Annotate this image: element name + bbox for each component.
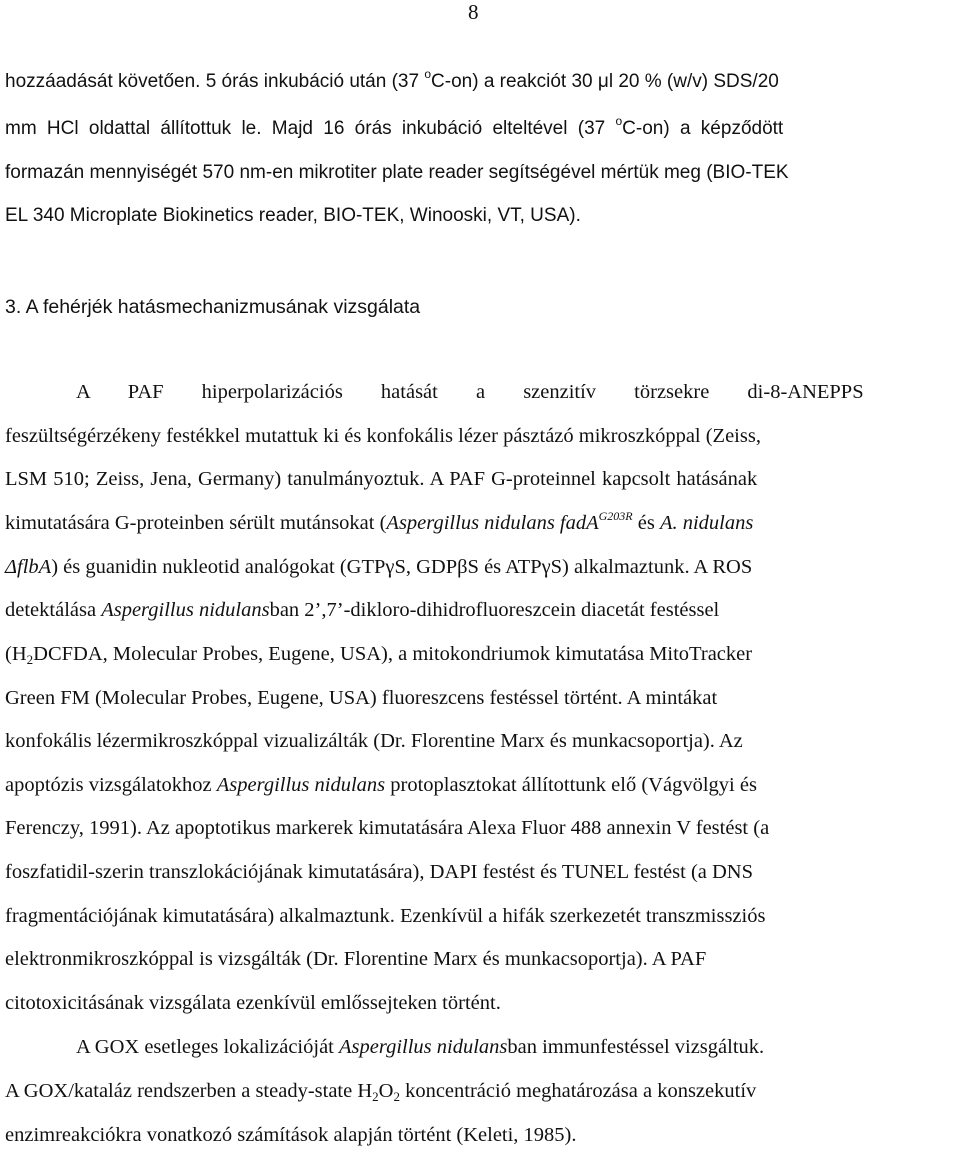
- section-heading: 3. A fehérjék hatásmechanizmusának vizsgálata: [5, 296, 421, 318]
- text-line: Green FM (Molecular Probes, Eugene, USA) fluoreszcens festéssel történt. A mintákat: [5, 687, 718, 709]
- text-line: fragmentációjának kimutatására) alkalmaztunk. Ezenkívül a hifák szerkezetét transzmissziós: [5, 905, 766, 927]
- text-segment: hozzáadását követően. 5 órás inkubáció után (37 $^o$C-on) a reakciót 30 μl 20 % (w/v) SDS/20: [5, 67, 779, 92]
- paragraph-3: A GOX esetleges lokalizációját Aspergillus nidulansban immunfestéssel vizsgáltuk.: [76, 1036, 765, 1058]
- page-number: 8: [468, 0, 479, 24]
- text-line: citotoxicitásának vizsgálata ezenkívül emlőssejteken történt.: [5, 992, 501, 1014]
- text-line: mm HCl oldattal állítottuk le. Majd 16 órás inkubáció elteltével (37 $^o$C-on) a képződött: [5, 114, 784, 139]
- text-line: detektálása Aspergillus nidulansban 2’,7’-dikloro-dihidrofluoreszcein diacetát festéssel: [5, 599, 720, 621]
- text-line: foszfatidil-szerin transzlokációjának kimutatására), DAPI festést és TUNEL festést (a DNS: [5, 861, 754, 883]
- text-line: A GOX/kataláz rendszerben a steady-state $H_2O_2$ koncentráció meghatározása a konszekutív: [5, 1080, 757, 1104]
- text-line: elektronmikroszkóppal is vizsgálták (Dr. Florentine Marx és munkacsoportja). A PAF: [5, 948, 707, 970]
- text-line: A PAF hiperpolarizációs hatását a szenzitív törzsekre di-8-ANEPPS: [76, 381, 864, 403]
- text-line: [5, 69, 953, 95]
- text-line: EL 340 Microplate Biokinetics reader, BIO-TEK, Winooski, VT, USA).: [5, 205, 581, 226]
- text-line: LSM 510; Zeiss, Jena, Germany) tanulmányoztuk. A PAF G-proteinnel kapcsolt hatásának: [5, 468, 758, 490]
- text-line: ΔflbA) és guanidin nukleotid analógokat (GTPγS, GDPβS és ATPγS) alkalmaztunk. A ROS: [5, 556, 753, 578]
- text-line: ($H_2DCFDA$, Molecular Probes, Eugene, USA), a mitokondriumok kimutatása MitoTracker: [5, 643, 753, 667]
- text-line: feszültségérzékeny festékkel mutattuk ki és konfokális lézer pásztázó mikroszkóppal (Zeiss,: [5, 425, 761, 447]
- text-line: Ferenczy, 1991). Az apoptotikus markerek kimutatására Alexa Fluor 488 annexin V festést (a: [5, 817, 770, 839]
- text-line: konfokális lézermikroszkóppal vizualizálták (Dr. Florentine Marx és munkacsoportja). Az: [5, 730, 743, 752]
- text-line: enzimreakciókra vonatkozó számítások alapján történt (Keleti, 1985).: [5, 1124, 577, 1146]
- text-line: kimutatására G-proteinben sérült mutánsokat (Aspergillus nidulans fadA$^{G203R}$ és A. nidulans: [5, 509, 754, 534]
- text-line: apoptózis vizsgálatokhoz Aspergillus nidulans protoplasztokat állítottunk elő (Vágvölgyi és: [5, 774, 757, 796]
- text-line: formazán mennyiségét 570 nm-en mikrotiter plate reader segítségével mértük meg (BIO-TEK: [5, 162, 789, 183]
